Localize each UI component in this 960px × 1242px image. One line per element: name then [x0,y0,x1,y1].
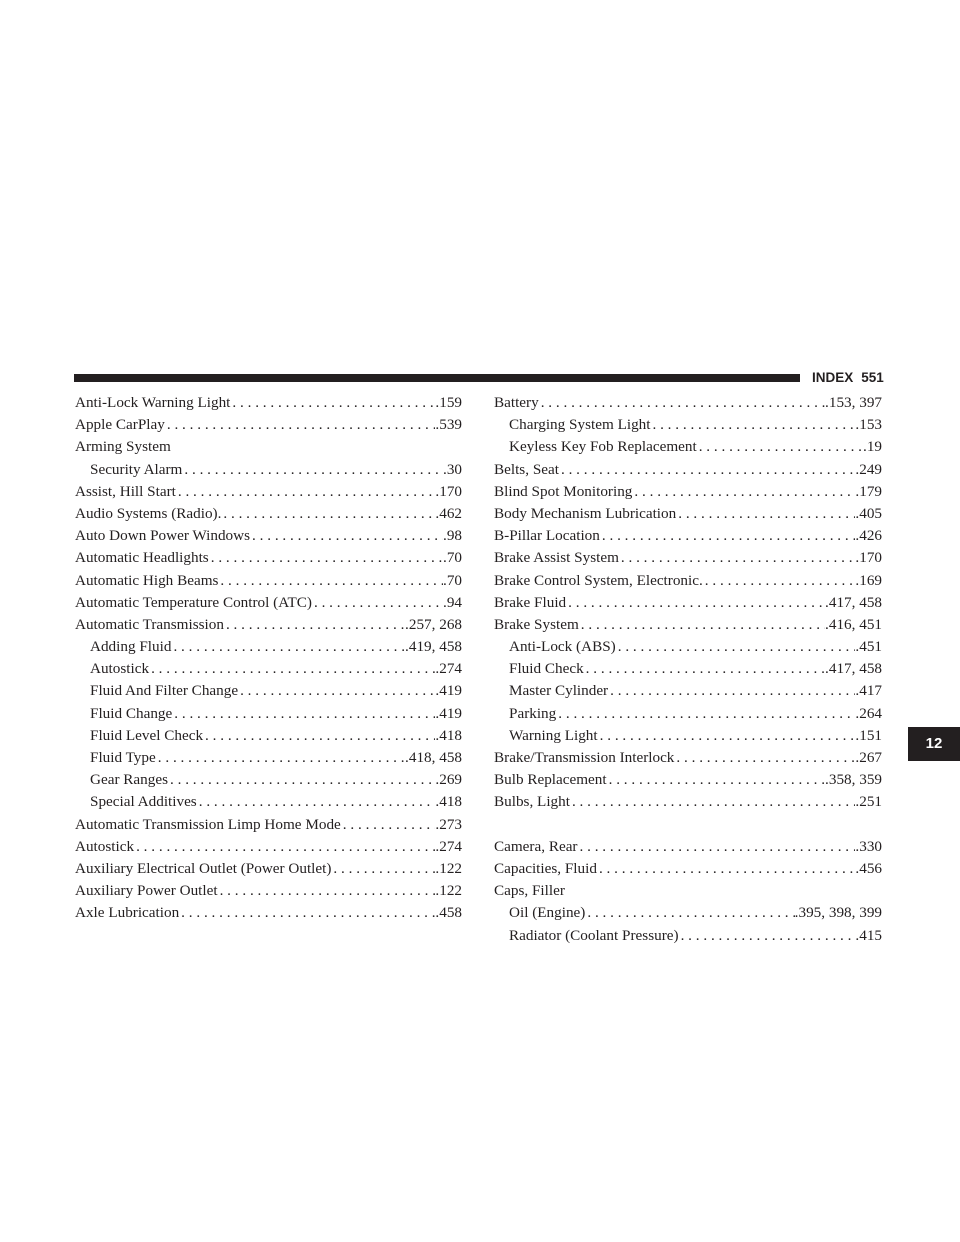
index-spacer [494,814,882,836]
entry-pages: .267 [855,749,882,766]
entry-term: Autostick [75,837,135,855]
dot-leader [156,747,405,769]
index-entry [75,902,462,924]
entry-pages: .419, 458 [405,638,462,656]
dot-leader [600,525,856,547]
entry-pages: .417, 458 [825,660,882,678]
dot-leader [607,769,825,791]
dot-leader [608,680,855,702]
entry-term: Camera, Rear [494,837,578,855]
index-entry [75,836,462,858]
index-entry [75,392,462,414]
dot-leader [218,570,443,592]
dot-leader [218,880,436,902]
dot-leader [578,836,856,858]
entry-term: Parking [509,704,557,722]
entry-pages: .419 [435,704,462,722]
entry-pages: .153 [855,416,882,434]
entry-term: Brake Fluid [494,593,567,611]
entry-pages: .458 [435,904,462,922]
entry-pages: .395, 398, 399 [794,904,882,922]
entry-pages: .456 [855,859,882,877]
section-title: INDEX [812,370,854,385]
dot-leader [176,481,436,503]
dot-leader [566,592,825,614]
dot-leader [674,747,855,769]
entry-term: Arming System [75,438,171,456]
entry-term: Battery [494,394,539,411]
entry-term: Automatic Transmission [75,615,224,633]
entry-pages: .264 [855,704,882,722]
entry-pages: .330 [855,837,882,855]
entry-term: Auto Down Power Windows [75,527,251,545]
index-entry [75,592,462,614]
index-subentry [75,658,462,680]
index-column-left [75,392,462,925]
entry-term: Capacities, Fluid [494,859,597,877]
index-entry [494,880,882,902]
entry-pages: .405 [855,504,882,522]
index-subentry [494,680,882,702]
dot-leader [238,680,435,702]
entry-pages: .151 [855,726,882,744]
index-subentry [75,747,462,769]
entry-pages: .273 [435,815,462,833]
entry-pages: .274 [435,660,462,678]
entry-pages: .416, 451 [825,615,882,633]
dot-leader [168,769,435,791]
entry-term: Oil (Engine) [509,904,586,922]
entry-pages: .415 [855,926,882,944]
dot-leader [539,392,825,414]
index-entry [494,547,882,569]
entry-term: Blind Spot Monitoring [494,482,633,500]
entry-pages: .70 [443,549,462,567]
entry-term: Fluid And Filter Change [90,682,239,700]
index-entry [494,592,882,614]
entry-term: Brake Control System, Electronic. [494,571,703,589]
entry-term: Anti-Lock (ABS) [509,638,616,656]
entry-pages: .179 [855,482,882,500]
index-subentry [494,925,882,947]
dot-leader [579,614,825,636]
entry-term: Auxiliary Electrical Outlet (Power Outlet) [75,859,332,877]
entry-term: Brake System [494,615,579,633]
header-rule [74,374,800,382]
dot-leader [312,592,443,614]
dot-leader [570,791,855,813]
index-entry [75,525,462,547]
entry-pages: .418, 458 [405,749,462,766]
entry-term: Automatic Headlights [75,549,209,567]
entry-term: Belts, Seat [494,460,559,478]
dot-leader [197,791,436,813]
dot-leader [632,481,855,503]
dot-leader [341,814,436,836]
dot-leader [597,858,855,880]
index-entry [494,769,882,791]
index-entry [494,525,882,547]
entry-pages: .417 [855,682,882,700]
entry-pages: .251 [855,793,882,811]
dot-leader [250,525,443,547]
entry-pages: .70 [443,571,462,589]
entry-term: Bulbs, Light [494,793,570,811]
index-subentry [75,791,462,813]
entry-term: Caps, Filler [494,882,565,900]
index-entry [494,459,882,481]
entry-term: Automatic High Beams [75,571,219,589]
entry-term: Auxiliary Power Outlet [75,882,218,900]
index-subentry [494,725,882,747]
dot-leader [619,547,856,569]
dot-leader [559,459,855,481]
index-subentry [75,636,462,658]
index-subentry [75,703,462,725]
dot-leader [203,725,435,747]
entry-term: Bulb Replacement [494,771,607,789]
index-entry [75,858,462,880]
index-entry [494,614,882,636]
index-subentry [494,902,882,924]
dot-leader [179,902,435,924]
entry-pages: .462 [435,504,462,522]
entry-term: Gear Ranges [90,771,169,789]
index-entry [75,614,462,636]
dot-leader [650,414,855,436]
index-subentry [75,769,462,791]
entry-term: Warning Light [509,726,598,744]
index-entry [494,836,882,858]
dot-leader [331,858,435,880]
entry-pages: .418 [435,726,462,744]
entry-term: Anti-Lock Warning Light [75,394,231,411]
dot-leader [171,636,405,658]
dot-leader [584,658,825,680]
entry-term: Audio Systems (Radio). [75,504,222,522]
dot-leader [697,436,863,458]
entry-pages: .170 [855,549,882,567]
entry-pages: .170 [435,482,462,500]
dot-leader [165,414,436,436]
entry-pages: .269 [435,771,462,789]
entry-pages: .30 [443,460,462,478]
entry-term: Autostick [90,660,150,678]
dot-leader [616,636,856,658]
entry-term: Special Additives [90,793,197,811]
entry-pages: .122 [435,882,462,900]
entry-pages: .358, 359 [825,771,882,789]
entry-term: Fluid Type [90,749,156,766]
index-entry [75,503,462,525]
running-header [812,368,884,388]
entry-pages: .98 [443,527,462,545]
dot-leader [209,547,443,569]
entry-term: Security Alarm [90,460,183,478]
index-entry [494,503,882,525]
dot-leader [230,392,435,414]
index-subentry [494,703,882,725]
dot-leader [224,614,405,636]
dot-leader [679,925,856,947]
dot-leader [182,459,443,481]
entry-pages: .419 [435,682,462,700]
entry-pages: .451 [855,638,882,656]
entry-term: Charging System Light [509,416,651,434]
entry-term: Brake/Transmission Interlock [494,749,675,766]
dot-leader [556,703,855,725]
dot-leader [172,703,435,725]
entry-pages: .122 [435,859,462,877]
index-entry [494,858,882,880]
index-subentry [494,436,882,458]
entry-pages: .539 [435,416,462,434]
entry-pages: .19 [863,438,882,456]
dot-leader [598,725,856,747]
index-entry [75,547,462,569]
entry-pages: .159 [435,394,462,411]
entry-term: Fluid Check [509,660,584,678]
entry-term: Master Cylinder [509,682,609,700]
index-entry [494,570,882,592]
dot-leader [676,503,855,525]
dot-leader [149,658,435,680]
entry-pages: .169 [855,571,882,589]
entry-term: Adding Fluid [90,638,172,656]
entry-pages: .257, 268 [405,615,462,633]
entry-term: B-Pillar Location [494,527,600,545]
entry-term: Apple CarPlay [75,416,165,434]
index-subentry [494,414,882,436]
entry-pages: .249 [855,460,882,478]
index-entry [75,814,462,836]
entry-term: Automatic Transmission Limp Home Mode [75,815,341,833]
index-entry [75,481,462,503]
dot-leader [134,836,435,858]
chapter-tab: 12 [908,727,960,761]
page-number: 551 [861,370,884,385]
entry-term: Assist, Hill Start [75,482,176,500]
index-entry [75,436,462,458]
entry-pages: .153, 397 [825,394,882,411]
entry-term: Body Mechanism Lubrication [494,504,677,522]
entry-term: Fluid Level Check [90,726,204,744]
index-subentry [494,658,882,680]
entry-term: Brake Assist System [494,549,619,567]
entry-term: Fluid Change [90,704,173,722]
index-entry [494,747,882,769]
index-subentry [75,725,462,747]
entry-pages: .418 [435,793,462,811]
index-entry [494,791,882,813]
entry-pages: .417, 458 [825,593,882,611]
index-subentry [75,459,462,481]
entry-pages: .274 [435,837,462,855]
entry-term: Radiator (Coolant Pressure) [509,926,679,944]
index-entry [75,570,462,592]
index-entry [494,481,882,503]
index-entry [75,880,462,902]
dot-leader [585,902,794,924]
entry-pages: .94 [443,593,462,611]
index-entry [75,414,462,436]
index-subentry [75,680,462,702]
dot-leader [221,503,435,525]
index-column-right [494,392,882,947]
entry-term: Keyless Key Fob Replacement [509,438,697,456]
index-subentry [494,636,882,658]
entry-pages: .426 [855,527,882,545]
dot-leader [703,570,856,592]
entry-term: Automatic Temperature Control (ATC) [75,593,312,611]
entry-term: Axle Lubrication [75,904,180,922]
index-entry [494,392,882,414]
